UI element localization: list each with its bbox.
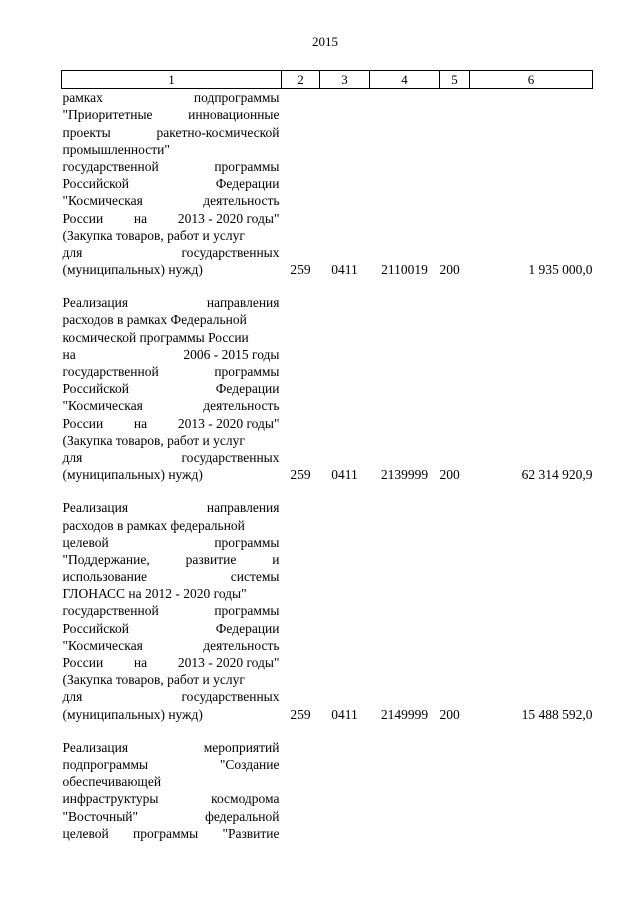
header-col-1: 1 (62, 71, 282, 89)
description-word: (муниципальных) нужд) (62, 706, 203, 722)
row-expense-type: 200 (439, 706, 460, 722)
description-word: 2013 - 2020 годы" (177, 415, 280, 431)
description-word: использование (62, 569, 148, 585)
row-amount: 62 314 920,9 (521, 467, 593, 483)
row-chapter: 259 (290, 706, 311, 722)
description-word: космической программы России (62, 329, 249, 345)
description-word: подпрограммы (193, 90, 280, 106)
description-word: "Космическая (62, 637, 143, 653)
description-word: на (62, 346, 76, 362)
row-description (62, 739, 282, 842)
description-word: "Поддержание, (62, 551, 150, 567)
row-description (62, 294, 282, 483)
description-line (63, 534, 280, 551)
table-row (62, 739, 593, 842)
description-word: промышленности" (62, 141, 170, 157)
description-line (63, 192, 280, 209)
header-col-5: 5 (440, 71, 470, 89)
header-col-3: 3 (320, 71, 370, 89)
description-line (63, 756, 280, 773)
description-word: расходов в рамках Федеральной (62, 312, 247, 328)
row-section: 0411 (331, 706, 358, 722)
description-word: (муниципальных) нужд) (62, 467, 203, 483)
row-section: 0411 (331, 467, 358, 483)
description-line (63, 499, 280, 516)
description-line (63, 415, 280, 432)
description-word: Российской (62, 381, 130, 397)
row-section (320, 739, 370, 842)
description-word: государственных (181, 689, 280, 705)
description-line (63, 466, 280, 483)
description-line (63, 551, 280, 568)
table-row (62, 499, 593, 722)
description-word: государственной (62, 364, 159, 380)
description-word: "Развитие (222, 825, 280, 841)
description-line (63, 568, 280, 585)
description-line (63, 311, 280, 328)
description-word: (Закупка товаров, работ и услуг (62, 672, 245, 688)
row-description (62, 499, 282, 722)
table-body (62, 89, 593, 842)
table-row (62, 294, 593, 483)
row-spacer (62, 723, 593, 739)
description-word: (Закупка товаров, работ и услуг (62, 227, 245, 243)
description-word: Реализация (62, 295, 129, 311)
description-word: обеспечивающей (62, 774, 162, 790)
description-line (63, 773, 280, 790)
description-line (63, 706, 280, 723)
description-line (63, 106, 280, 123)
description-word: деятельность (203, 193, 280, 209)
description-word: деятельность (203, 637, 280, 653)
description-line (63, 294, 280, 311)
description-word: 2006 - 2015 годы (183, 346, 280, 362)
description-word: государственной (62, 603, 159, 619)
description-line (63, 790, 280, 807)
row-spacer-cell (62, 723, 593, 739)
description-line (63, 141, 280, 158)
description-line (63, 346, 280, 363)
description-line (63, 397, 280, 414)
row-section: 0411 (331, 262, 358, 278)
description-word: России (62, 210, 104, 226)
description-word: России (62, 655, 104, 671)
description-word: федеральной (205, 808, 280, 824)
description-line (63, 825, 280, 842)
description-word: 2013 - 2020 годы" (177, 655, 280, 671)
header-col-2: 2 (282, 71, 320, 89)
description-word: программы (214, 534, 280, 550)
description-word: Российской (62, 176, 130, 192)
description-line (63, 637, 280, 654)
description-word: Реализация (62, 500, 129, 516)
row-target-article: 2149999 (380, 706, 429, 722)
description-word: программы (214, 603, 280, 619)
row-chapter: 259 (290, 262, 311, 278)
description-word: и (272, 551, 280, 567)
description-line (63, 808, 280, 825)
row-chapter: 259 (290, 467, 311, 483)
description-word: Федерации (215, 620, 280, 636)
description-line (63, 517, 280, 534)
row-spacer-cell (62, 483, 593, 499)
description-word: на (133, 210, 148, 226)
description-word: "Космическая (62, 398, 143, 414)
row-chapter (282, 739, 320, 842)
description-word: программы (214, 364, 280, 380)
row-amount: 1 935 000,0 (528, 262, 593, 278)
description-word: направления (206, 295, 280, 311)
description-word: Российской (62, 620, 130, 636)
description-word: на (133, 415, 148, 431)
description-word: Федерации (215, 176, 280, 192)
description-word: 2013 - 2020 годы" (177, 210, 280, 226)
row-amount (470, 739, 593, 842)
row-spacer (62, 278, 593, 294)
description-word: мероприятий (203, 739, 280, 755)
description-line (63, 380, 280, 397)
description-line (63, 688, 280, 705)
description-word: программы (132, 825, 199, 841)
row-target-article (370, 739, 440, 842)
description-word: для (62, 449, 83, 465)
table-row (62, 89, 593, 279)
description-line (63, 210, 280, 227)
description-word: инфраструктуры (62, 791, 159, 807)
description-word: на (133, 655, 148, 671)
description-word: целевой (62, 825, 109, 841)
row-description (62, 89, 282, 279)
description-line (63, 671, 280, 688)
description-line (63, 585, 280, 602)
description-word: системы (230, 569, 280, 585)
description-line (63, 739, 280, 756)
description-word: Федерации (215, 381, 280, 397)
description-word: ракетно-космической (156, 124, 280, 140)
description-line (63, 620, 280, 637)
description-word: (Закупка товаров, работ и услуг (62, 432, 245, 448)
description-word: рамках (62, 90, 103, 106)
row-spacer (62, 483, 593, 499)
description-word: деятельность (203, 398, 280, 414)
description-word: Реализация (62, 739, 129, 755)
table-header (62, 71, 593, 89)
row-expense-type: 200 (439, 262, 460, 278)
description-word: России (62, 415, 104, 431)
row-target-article: 2139999 (380, 467, 429, 483)
page-number: 2015 (312, 34, 338, 49)
description-line (63, 244, 280, 261)
description-line (63, 158, 280, 175)
description-line (63, 602, 280, 619)
description-word: космодрома (211, 791, 280, 807)
description-line (63, 175, 280, 192)
description-line (63, 654, 280, 671)
row-spacer-cell (62, 278, 593, 294)
description-word: для (62, 689, 83, 705)
description-word: "Создание (219, 756, 280, 772)
description-word: "Восточный" (62, 808, 139, 824)
description-line (63, 124, 280, 141)
description-word: подпрограммы (62, 756, 149, 772)
header-col-6: 6 (470, 71, 593, 89)
description-line (63, 363, 280, 380)
description-line (63, 449, 280, 466)
description-line (63, 329, 280, 346)
row-amount: 15 488 592,0 (521, 706, 593, 722)
row-target-article: 2110019 (381, 262, 428, 278)
description-word: ГЛОНАСС на 2012 - 2020 годы" (62, 586, 247, 602)
row-expense-type: 200 (439, 467, 460, 483)
description-line (63, 432, 280, 449)
description-word: направления (206, 500, 280, 516)
description-word: программы (214, 158, 280, 174)
description-word: государственной (62, 158, 159, 174)
header-row (62, 71, 593, 89)
description-line (63, 227, 280, 244)
description-word: инновационные (188, 107, 280, 123)
description-word: "Приоритетные (62, 107, 153, 123)
description-word: государственных (181, 244, 280, 260)
header-col-4: 4 (370, 71, 440, 89)
description-word: проекты (62, 124, 111, 140)
description-word: развитие (185, 551, 237, 567)
description-word: расходов в рамках федеральной (62, 517, 245, 533)
description-word: целевой (62, 534, 109, 550)
description-line (63, 89, 280, 106)
budget-table (61, 70, 593, 842)
row-expense-type (440, 739, 470, 842)
description-line (63, 261, 280, 278)
description-word: государственных (181, 449, 280, 465)
description-word: (муниципальных) нужд) (62, 262, 203, 278)
description-word: для (62, 244, 83, 260)
description-word: "Космическая (62, 193, 143, 209)
